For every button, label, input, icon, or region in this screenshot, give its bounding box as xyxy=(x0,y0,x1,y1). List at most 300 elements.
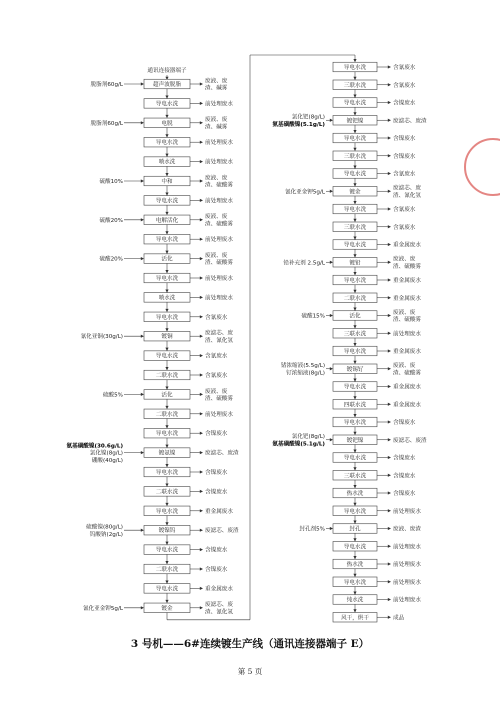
arrow-right xyxy=(200,393,203,396)
waste-output-label: 含氰废水 xyxy=(393,82,416,89)
arrow-right xyxy=(200,354,203,357)
waste-output-label: 含镍废水 xyxy=(205,489,228,496)
waste-output-label: 废滤芯、废 xyxy=(393,185,421,192)
process-step-name: 镀金 xyxy=(349,189,361,196)
process-step xyxy=(333,400,377,410)
arrow-down xyxy=(165,309,168,312)
process-step xyxy=(333,364,377,374)
arrow-right xyxy=(200,606,203,609)
waste-output-label: 含镍废水 xyxy=(393,473,416,480)
arrow-right xyxy=(388,491,391,494)
waste-output-label: 重金属废水 xyxy=(393,295,421,302)
process-step xyxy=(144,99,190,109)
arrow-right xyxy=(141,451,144,454)
arrow-down xyxy=(353,538,356,541)
waste-output-label: 含镍废水 xyxy=(393,136,416,142)
process-step-name: 导电水洗 xyxy=(343,579,367,586)
start-title xyxy=(147,66,187,74)
waste-output-label: 渣、硫酸雾 xyxy=(205,182,233,189)
arrow-right xyxy=(200,432,203,435)
waste-output-label: 含镍废水 xyxy=(205,431,228,438)
arrow-right xyxy=(141,218,144,221)
waste-output-label: 含镍废水 xyxy=(393,455,416,462)
arrow-down xyxy=(353,308,356,311)
chemical-input-label: 氨基磺酸镍(30.6g/L) xyxy=(66,443,123,450)
process-step xyxy=(333,311,377,321)
chemical-input-label: 硫酸20% xyxy=(99,217,123,224)
process-step xyxy=(333,524,377,534)
process-step-name: 电脱 xyxy=(161,120,173,127)
arrow-right xyxy=(200,529,203,532)
waste-output-label: 废液、废 xyxy=(393,309,416,316)
process-step-name: 镀铅 xyxy=(349,260,361,267)
arrow-right xyxy=(388,65,391,68)
process-step xyxy=(144,254,190,264)
process-step xyxy=(333,222,377,232)
process-step xyxy=(144,196,190,206)
arrow-right xyxy=(141,393,144,396)
process-step xyxy=(144,234,190,244)
process-step-name: 二联水洗 xyxy=(155,373,179,379)
arrow-right xyxy=(200,218,203,221)
arrow-right xyxy=(141,82,144,85)
chemical-input-label: 氨基磺酸镍(5.1g/L) xyxy=(272,121,325,128)
arrow-right xyxy=(200,160,203,163)
arrow-down xyxy=(165,115,168,118)
arrow-down xyxy=(353,450,356,453)
waste-output-label: 重金属废水 xyxy=(205,586,233,593)
process-step xyxy=(333,80,377,90)
process-step xyxy=(144,176,190,186)
arrow-right xyxy=(141,179,144,182)
arrow-down xyxy=(353,272,356,275)
arrow-down xyxy=(165,542,168,545)
process-step-name: 三联水洗 xyxy=(343,224,367,231)
waste-output-label: 前处理废水 xyxy=(393,597,421,604)
process-step-name: 超声波脱脂 xyxy=(153,82,181,88)
chemical-input-label: 氰化亚铜(30g/L) xyxy=(80,334,123,341)
chemical-input-label: 硫酸15% xyxy=(301,313,325,320)
arrow-right xyxy=(388,438,391,441)
process-step xyxy=(144,157,190,167)
arrow-down xyxy=(353,237,356,240)
waste-output-label: 渣、氰化氢 xyxy=(205,609,233,616)
waste-output-label: 废液、废 xyxy=(205,388,228,395)
arrow-right xyxy=(388,101,391,104)
arrow-right xyxy=(388,314,391,317)
arrow-right xyxy=(200,141,203,144)
waste-output-label: 前处理废水 xyxy=(205,295,233,302)
arrow-right xyxy=(388,190,391,193)
arrow-right xyxy=(200,587,203,590)
process-step-name: 纯水洗 xyxy=(346,597,364,604)
arrow-right xyxy=(200,315,203,318)
arrow-right xyxy=(200,296,203,299)
arrow-down xyxy=(165,95,168,98)
arrow-right xyxy=(388,261,391,264)
waste-output-label: 前处理废水 xyxy=(205,411,233,418)
waste-output-label: 渣、硫酸雾 xyxy=(205,221,233,228)
waste-output-label: 含氰废水 xyxy=(393,224,416,231)
process-step-name: 二联水洗 xyxy=(343,295,367,302)
arrow-down xyxy=(353,59,356,62)
waste-output-label: 前处理废水 xyxy=(393,508,421,515)
process-step xyxy=(333,488,377,498)
arrow-right xyxy=(330,367,333,370)
process-step-name: 封孔 xyxy=(349,526,361,533)
chemical-input-label: 铅补充剂 2.5g/L xyxy=(283,260,325,267)
process-step xyxy=(333,169,377,179)
chemical-input-label: 锗浓缩液(5.5g/L) xyxy=(280,363,325,370)
arrow-right xyxy=(200,490,203,493)
waste-output-label: 废液、废渣 xyxy=(393,526,421,533)
waste-output-label: 废滤芯、废渣 xyxy=(205,450,239,457)
waste-output-label: 废液、废 xyxy=(205,253,228,259)
waste-output-label: 渣、氰化氢 xyxy=(205,337,233,344)
process-step-name: 二联水洗 xyxy=(155,489,179,496)
arrow-right xyxy=(388,580,391,583)
arrow-right xyxy=(388,367,391,370)
waste-output-label: 废滤芯、废渣 xyxy=(393,437,427,444)
process-step-name: 风干，烘干 xyxy=(341,615,369,622)
arrow-right xyxy=(200,121,203,124)
waste-output-label: 含氰废水 xyxy=(393,207,416,213)
waste-output-label: 含氰废水 xyxy=(393,171,416,178)
arrow-right xyxy=(330,261,333,264)
process-step xyxy=(144,351,190,361)
waste-output-label: 含氰废水 xyxy=(205,314,228,321)
arrow-down xyxy=(353,485,356,488)
process-step xyxy=(144,506,190,516)
arrow-down xyxy=(165,522,168,525)
arrow-down xyxy=(353,290,356,293)
arrow-right xyxy=(388,385,391,388)
process-step xyxy=(144,273,190,283)
arrow-right xyxy=(388,509,391,512)
arrow-right xyxy=(330,190,333,193)
arrow-right xyxy=(388,243,391,246)
arrow-down xyxy=(353,432,356,435)
process-step-name: 镀钯镍 xyxy=(346,437,364,444)
arrow-right xyxy=(200,548,203,551)
arrow-right xyxy=(388,474,391,477)
arrow-right xyxy=(141,606,144,609)
process-step-name: 导电水洗 xyxy=(155,470,179,476)
arrow-down xyxy=(353,201,356,204)
process-step-name: 导电水洗 xyxy=(343,349,367,355)
process-step-name: 导电水洗 xyxy=(343,278,367,284)
chemical-input-label: 氯化钯(8g/L) xyxy=(291,114,325,121)
arrow-down xyxy=(353,112,356,115)
waste-output-label: 前处理废水 xyxy=(393,331,421,338)
waste-output-label: 含镍废水 xyxy=(393,491,416,497)
process-step-name: 导电水洗 xyxy=(343,65,367,71)
chemical-input-label: 氯化镍(8g/L) xyxy=(89,450,123,457)
process-step-name: 镀铜 xyxy=(161,334,173,341)
process-step-name: 镀氨镍 xyxy=(158,450,176,457)
chemical-input-label: 钨酸钠(2g/L) xyxy=(89,531,123,538)
chemical-input-label: 硼酸(40g/L) xyxy=(91,457,123,464)
arrow-down xyxy=(353,254,356,257)
waste-output-label: 前处理废水 xyxy=(393,579,421,586)
arrow-right xyxy=(141,121,144,124)
process-step-name: 喷水洗 xyxy=(158,295,176,302)
arrow-right xyxy=(388,527,391,530)
arrow-right xyxy=(200,179,203,182)
arrow-right xyxy=(200,82,203,85)
arrow-right xyxy=(200,412,203,415)
waste-output-label: 含镍废水 xyxy=(205,547,228,554)
waste-output-label: 前处理废水 xyxy=(205,237,233,244)
waste-output-label: 前处理废水 xyxy=(205,198,233,205)
chemical-input-label: 氨基磺酸镍(5.1g/L) xyxy=(272,441,325,448)
arrow-right xyxy=(200,373,203,376)
arrow-right xyxy=(200,335,203,338)
process-step-name: 导电水洗 xyxy=(343,420,367,426)
process-step xyxy=(144,215,190,225)
arrow-right xyxy=(330,314,333,317)
process-step-name: 活化 xyxy=(161,256,173,263)
process-step xyxy=(333,613,377,623)
arrow-right xyxy=(388,154,391,157)
arrow-right xyxy=(200,199,203,202)
arrow-down xyxy=(165,406,168,409)
waste-output-label: 前处理废水 xyxy=(393,544,421,551)
arrow-down xyxy=(353,183,356,186)
waste-output-label: 渣、硫酸雾 xyxy=(205,260,233,267)
waste-output-label: 废滤芯、废渣 xyxy=(393,118,427,125)
arrow-down xyxy=(165,503,168,506)
process-step-name: 三联水洗 xyxy=(343,473,367,480)
arrow-down xyxy=(165,270,168,273)
waste-output-label: 前处理废水 xyxy=(205,159,233,166)
chemical-input-label: 钌浓缩液(8g/L) xyxy=(286,370,325,377)
arrow-down xyxy=(165,348,168,351)
arrow-down xyxy=(353,361,356,364)
process-step xyxy=(144,545,190,555)
process-step-name: 导电水洗 xyxy=(343,508,367,515)
process-step-name: 电解活化 xyxy=(155,217,179,224)
chemical-input-label: 封孔剂5% xyxy=(299,526,325,533)
arrow-down xyxy=(353,556,356,559)
process-step-name: 导电水洗 xyxy=(155,508,179,515)
arrow-down xyxy=(353,95,356,98)
waste-output-label: 含镍废水 xyxy=(393,153,416,160)
waste-output-label: 渣、硫酸雾 xyxy=(205,396,233,402)
process-step xyxy=(333,506,377,516)
page-number: 第 5 页 xyxy=(237,667,263,676)
process-step xyxy=(333,98,377,108)
arrow-right xyxy=(200,470,203,473)
arrow-down xyxy=(165,328,168,331)
process-step-name: 二联水洗 xyxy=(155,567,179,573)
process-step xyxy=(333,187,377,197)
process-step-name: 活化 xyxy=(349,313,361,320)
arrow-right xyxy=(200,276,203,279)
process-step-name: 三联水洗 xyxy=(343,153,367,160)
arrow-down xyxy=(165,445,168,448)
process-step-name: 中和 xyxy=(161,179,173,185)
arrow-right xyxy=(388,456,391,459)
process-step xyxy=(333,258,377,268)
arrow-down xyxy=(165,134,168,137)
arrow-down xyxy=(165,580,168,583)
process-step xyxy=(144,137,190,147)
process-step-name: 导电水洗 xyxy=(155,101,179,108)
arrow-down xyxy=(165,367,168,370)
process-step xyxy=(144,293,190,303)
arrow-right xyxy=(388,616,391,619)
arrow-right xyxy=(200,257,203,260)
process-step xyxy=(144,118,190,128)
arrow-down xyxy=(165,154,168,157)
process-step-name: 导电水洗 xyxy=(155,547,179,554)
arrow-down xyxy=(165,212,168,215)
process-step xyxy=(333,133,377,143)
waste-output-label: 废滤芯、废渣 xyxy=(205,528,239,535)
waste-output-label: 废滤芯、废 xyxy=(205,602,233,609)
arrow-right xyxy=(388,349,391,352)
process-step-name: 热水洗 xyxy=(346,491,364,497)
process-step xyxy=(333,240,377,250)
arrow-right xyxy=(388,119,391,122)
process-step xyxy=(144,487,190,497)
chemical-input-label: 氰化亚金钾5g/L xyxy=(82,605,123,612)
process-step-name: 导电水洗 xyxy=(343,242,367,249)
process-step xyxy=(333,293,377,303)
arrow-right xyxy=(330,527,333,530)
start-title-label: 通讯连接器端子 xyxy=(147,68,187,74)
process-step-name: 导电水洗 xyxy=(155,140,179,147)
arrow-right xyxy=(330,438,333,441)
process-step xyxy=(333,151,377,161)
process-step-name: 三联水洗 xyxy=(343,331,367,338)
process-step xyxy=(333,435,377,445)
arrow-right xyxy=(388,83,391,86)
waste-output-label: 含镍废水 xyxy=(393,420,416,426)
waste-output-label: 废液、废 xyxy=(205,214,228,221)
arrow-down xyxy=(353,414,356,417)
waste-output-label: 前处理废水 xyxy=(205,140,233,147)
chemical-input-label: 氯化钯(8g/L) xyxy=(291,434,325,441)
arrow-down xyxy=(165,289,168,292)
arrow-down xyxy=(165,231,168,234)
process-step-name: 导电水洗 xyxy=(343,544,367,551)
process-step-name: 导电水洗 xyxy=(155,237,179,244)
arrow-down xyxy=(353,77,356,80)
arrow-down xyxy=(353,325,356,328)
waste-output-label: 重金属废水 xyxy=(393,242,421,249)
arrow-right xyxy=(388,403,391,406)
arrow-right xyxy=(141,257,144,260)
process-step-name: 喷水洗 xyxy=(158,159,176,166)
process-step xyxy=(333,346,377,356)
arrow-down xyxy=(353,592,356,595)
process-step-name: 四联水洗 xyxy=(343,402,367,409)
arrow-down xyxy=(165,251,168,254)
process-step xyxy=(333,116,377,126)
waste-output-label: 废液、废 xyxy=(205,117,228,124)
arrow-down xyxy=(353,467,356,470)
arrow-down xyxy=(353,343,356,346)
arrow-down xyxy=(353,379,356,382)
waste-output-label: 重金属废水 xyxy=(393,402,421,409)
process-step xyxy=(144,370,190,380)
arrow-right xyxy=(200,238,203,241)
chemical-input-label: 硫酸20% xyxy=(99,256,123,263)
process-step xyxy=(144,79,190,89)
waste-output-label: 重金属废水 xyxy=(393,384,421,391)
waste-output-label: 含氰废水 xyxy=(205,353,228,360)
arrow-right xyxy=(388,296,391,299)
process-step xyxy=(333,471,377,481)
process-step xyxy=(333,595,377,605)
arrow-right xyxy=(200,509,203,512)
process-step xyxy=(333,453,377,463)
arrow-down xyxy=(353,609,356,612)
waste-output-label: 前处理废水 xyxy=(205,276,233,282)
arrow-down xyxy=(165,192,168,195)
process-step xyxy=(144,428,190,438)
process-step-name: 导电水洗 xyxy=(343,207,367,213)
process-step-name: 导电水洗 xyxy=(155,586,179,593)
arrow-right xyxy=(388,207,391,210)
waste-output-label: 重金属废水 xyxy=(393,278,421,284)
arrow-right xyxy=(200,102,203,105)
process-step xyxy=(333,62,377,72)
process-step xyxy=(144,409,190,419)
arrow-down xyxy=(353,219,356,222)
chemical-input-label: 硫酸5% xyxy=(102,392,123,399)
arrow-down xyxy=(165,425,168,428)
chemical-input-label: 硫酸10% xyxy=(99,179,123,185)
process-step-name: 镀金 xyxy=(161,605,173,612)
process-step-name: 二联水洗 xyxy=(155,411,179,418)
process-step-name: 导电水洗 xyxy=(155,198,179,205)
process-step-name: 导电水洗 xyxy=(343,384,367,391)
process-step-name: 导电水洗 xyxy=(343,136,367,142)
process-step-name: 镀锡钌 xyxy=(346,366,364,373)
arrow-right xyxy=(388,225,391,228)
process-step-name: 导电水洗 xyxy=(343,171,367,178)
waste-output-label: 含氰废水 xyxy=(393,65,416,71)
arrow-down xyxy=(165,464,168,467)
waste-output-label: 前处理废水 xyxy=(393,562,421,568)
arrow-right xyxy=(388,545,391,548)
process-step xyxy=(333,577,377,587)
waste-output-label: 渣、氰化氢 xyxy=(393,192,421,199)
arrow-right xyxy=(200,567,203,570)
waste-output-label: 渣、碱雾 xyxy=(205,124,228,131)
waste-output-label: 重金属废水 xyxy=(393,349,421,355)
waste-output-label: 含镍废水 xyxy=(205,567,228,573)
arrow-right xyxy=(388,136,391,139)
waste-output-label: 重金属废水 xyxy=(205,508,233,515)
chemical-input-label: 脱脂剂60g/L xyxy=(90,120,123,127)
chemical-input-label: 氰化亚金钾5g/L xyxy=(284,189,325,196)
process-step xyxy=(144,525,190,535)
arrow-right xyxy=(141,335,144,338)
process-step-name: 导电水洗 xyxy=(155,353,179,360)
waste-output-label: 渣、硫酸雾 xyxy=(393,370,421,377)
process-step-name: 导电水洗 xyxy=(155,276,179,282)
arrow-down xyxy=(353,521,356,524)
process-step xyxy=(333,417,377,427)
arrow-right xyxy=(388,332,391,335)
arrow-down xyxy=(165,386,168,389)
arrow-right xyxy=(388,562,391,565)
waste-output-label: 前处理废水 xyxy=(205,101,233,108)
